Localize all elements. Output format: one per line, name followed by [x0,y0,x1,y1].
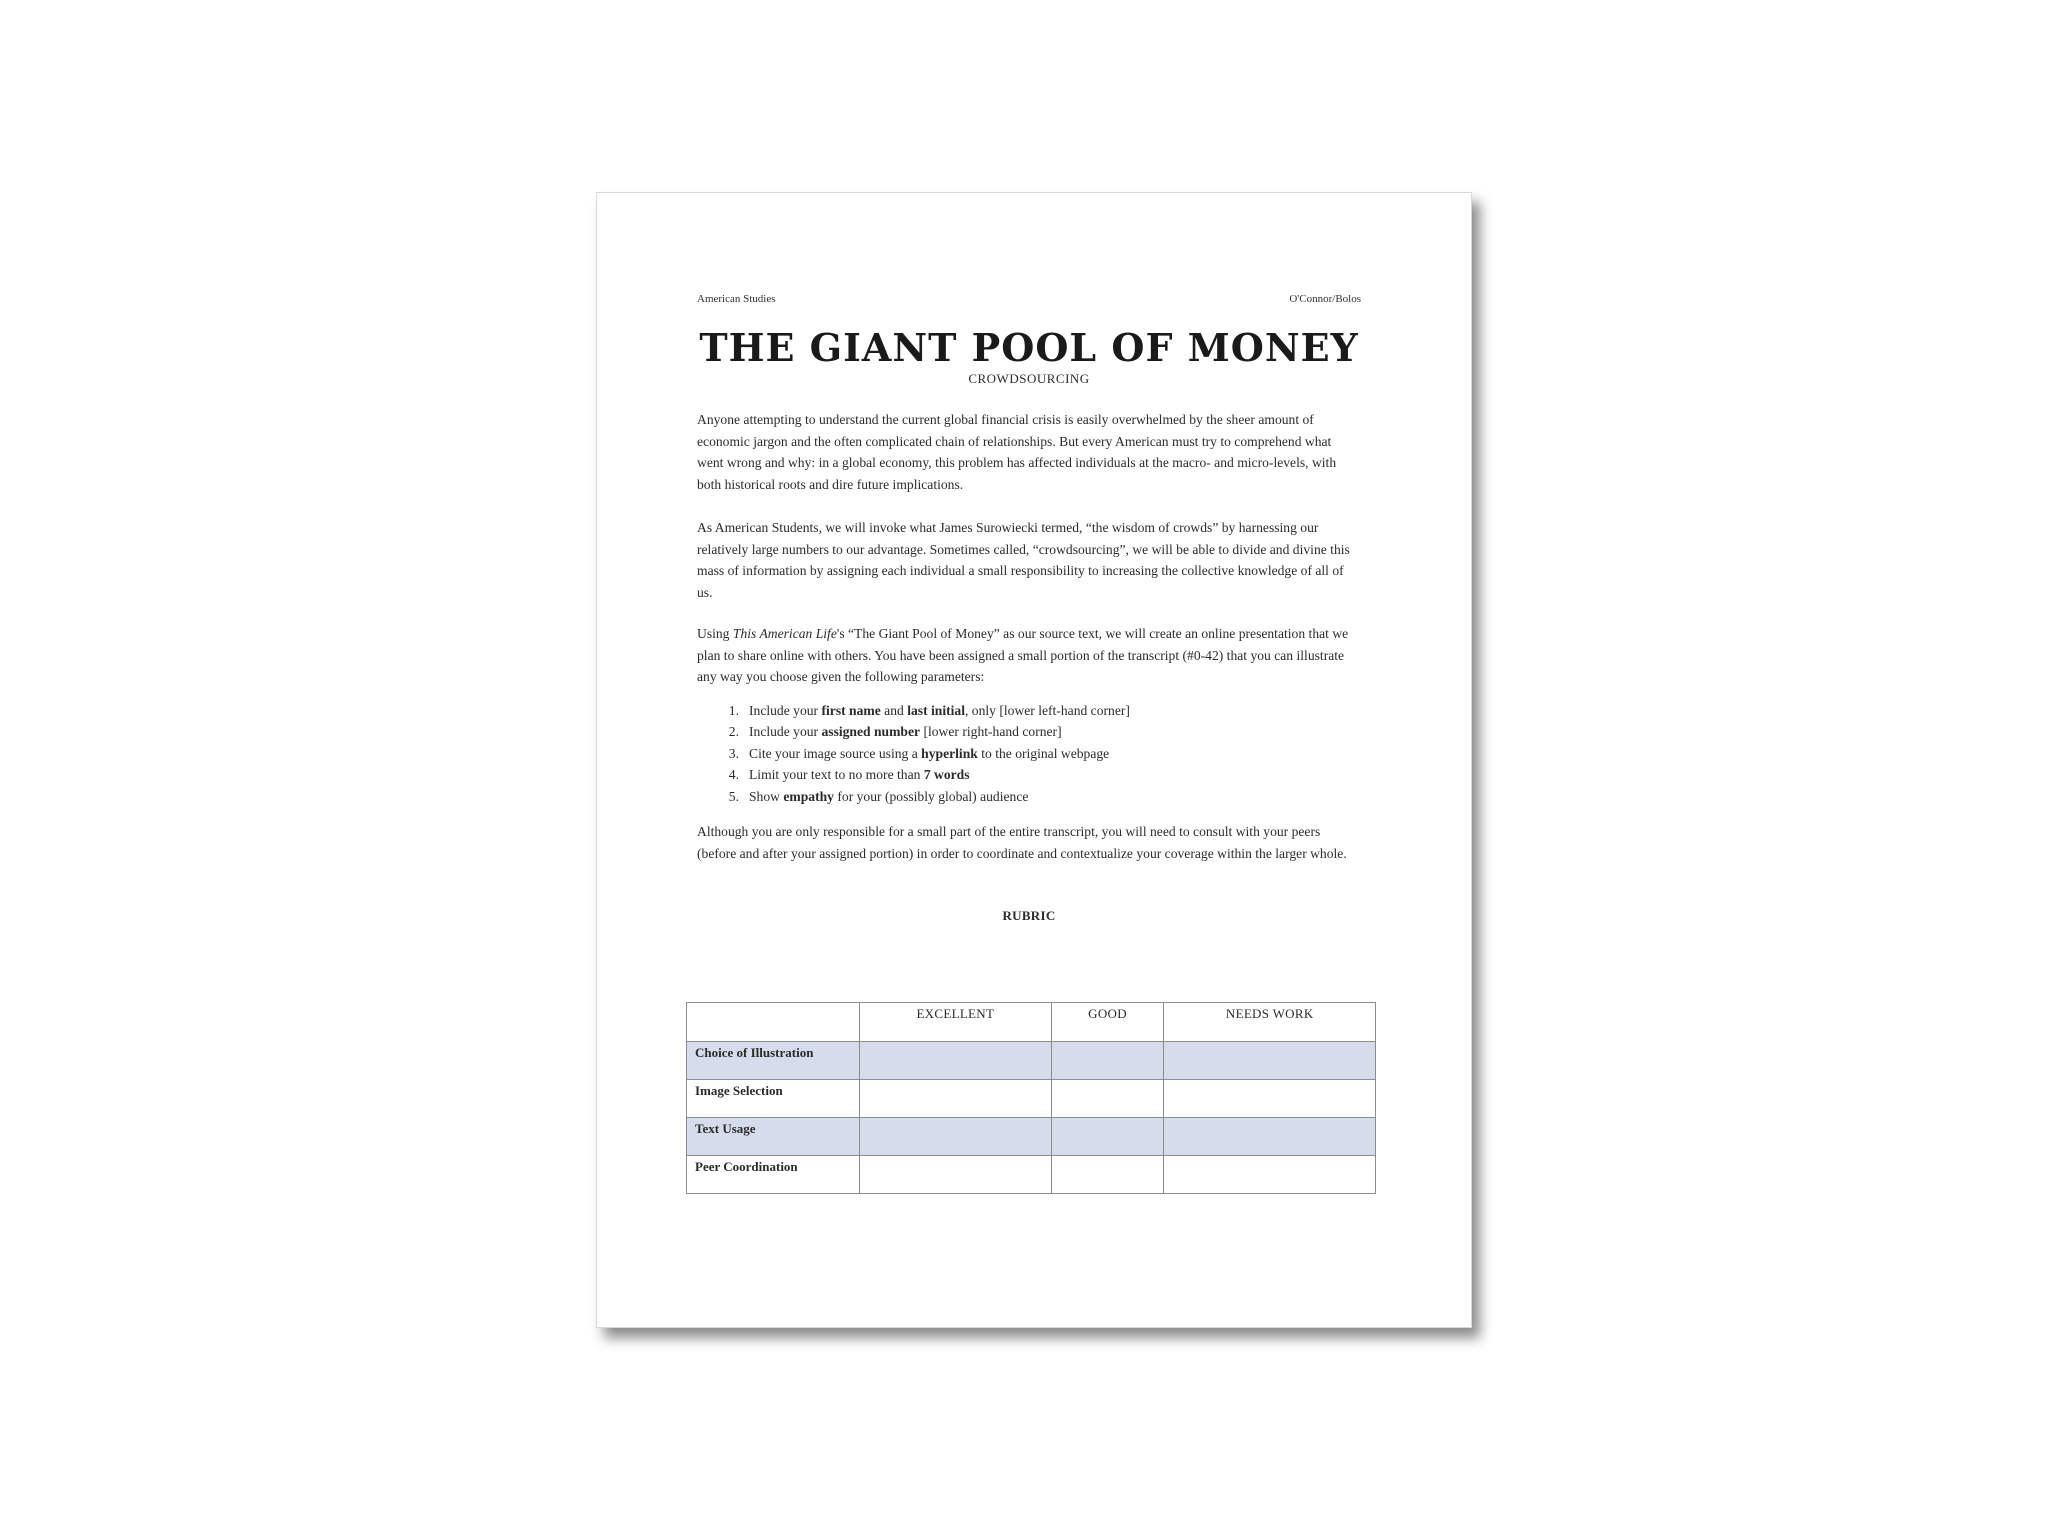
list-item [697,743,1361,765]
assignment-paragraph [697,623,1361,688]
header-course: American Studies [697,293,776,305]
rubric-table [686,1002,1376,1194]
assignment-text-a: Using [697,626,733,641]
rubric-header-row [687,1003,1376,1042]
rubric-cell[interactable] [1051,1118,1164,1156]
list-text: Show empathy for your (possibly global) audience [749,788,1029,804]
page-title: THE GIANT POOL OF MONEY [699,325,1359,370]
rubric-criterion: Peer Coordination [687,1156,860,1194]
list-item [697,721,1361,743]
document-content [697,293,1361,924]
intro-paragraph: Anyone attempting to understand the current global financial crisis is easily overwhelmed by the sheer amount of economic jargon and the often complicated chain of relationships. But every American must try to comprehend what went wrong and why: in a global economy, this problem has affected individuals at the macro- and micro-levels, with both historical roots and dire future implications. [697,412,1337,492]
list-text: Cite your image source using a hyperlink to the original webpage [749,745,1110,761]
list-number: 2. [728,724,739,739]
list-number: 5. [728,788,739,804]
crowdsourcing-paragraph: As American Students, we will invoke what James Surowiecki termed, “the wisdom of crowds” by harnessing our relatively large numbers to our advantage. Sometimes called, “crowdsourcing”, we will be able to divide and divine this mass of information by assigning each individual a small responsibility to increasing the collective knowledge of all of us. [697,520,1350,600]
list-text: Include your assigned number [lower right-hand corner] [749,724,1062,739]
rubric-criterion: Image Selection [687,1080,860,1118]
list-item [697,700,1361,722]
header-authors: O'Connor/Bolos [1289,293,1361,305]
list-item [697,786,1361,808]
page-header [697,293,1361,313]
assignment-text-b: 's “The Giant Pool of Money” as our source text, we will create an online presentation that we plan to share online with others. You have been assigned a small portion of the transcript (#0-42) that you can illustrate any way you choose given the following parameters: [697,626,1349,684]
rubric-cell[interactable] [860,1118,1052,1156]
list-text: Limit your text to no more than 7 words [749,767,970,782]
rubric-cell[interactable] [1051,1042,1164,1080]
rubric-cell[interactable] [1164,1156,1376,1194]
rubric-cell[interactable] [860,1080,1052,1118]
rubric-cell[interactable] [1164,1080,1376,1118]
rubric-cell[interactable] [1051,1156,1164,1194]
rubric-cell[interactable] [860,1042,1052,1080]
table-row [687,1118,1376,1156]
closing-paragraph: Although you are only responsible for a small part of the entire transcript, you will need to consult with your peers (before and after your assigned portion) in order to coordinate and contextualize your coverage within the larger whole. [697,824,1347,861]
table-row [687,1080,1376,1118]
rubric-col-needs-work: NEEDS WORK [1164,1003,1376,1042]
rubric-criterion: Choice of Illustration [687,1042,860,1080]
list-number: 4. [728,767,739,782]
list-number: 1. [728,702,739,718]
rubric-col-good: GOOD [1051,1003,1164,1042]
table-row [687,1042,1376,1080]
rubric-cell[interactable] [1164,1118,1376,1156]
rubric-cell[interactable] [860,1156,1052,1194]
rubric-corner-cell [687,1003,860,1042]
list-text: Include your first name and last initial, only [lower left-hand corner] [749,702,1130,718]
rubric-cell[interactable] [1164,1042,1376,1080]
parameters-list [697,700,1361,808]
rubric-title: RUBRIC [1002,908,1056,923]
list-item [697,764,1361,786]
table-row [687,1156,1376,1194]
page-subtitle: CROWDSOURCING [968,371,1090,386]
rubric-criterion: Text Usage [687,1118,860,1156]
list-number: 3. [728,745,739,761]
rubric-col-excellent: EXCELLENT [860,1003,1052,1042]
source-title: This American Life [732,626,837,641]
rubric-cell[interactable] [1051,1080,1164,1118]
document-page [596,192,1472,1328]
